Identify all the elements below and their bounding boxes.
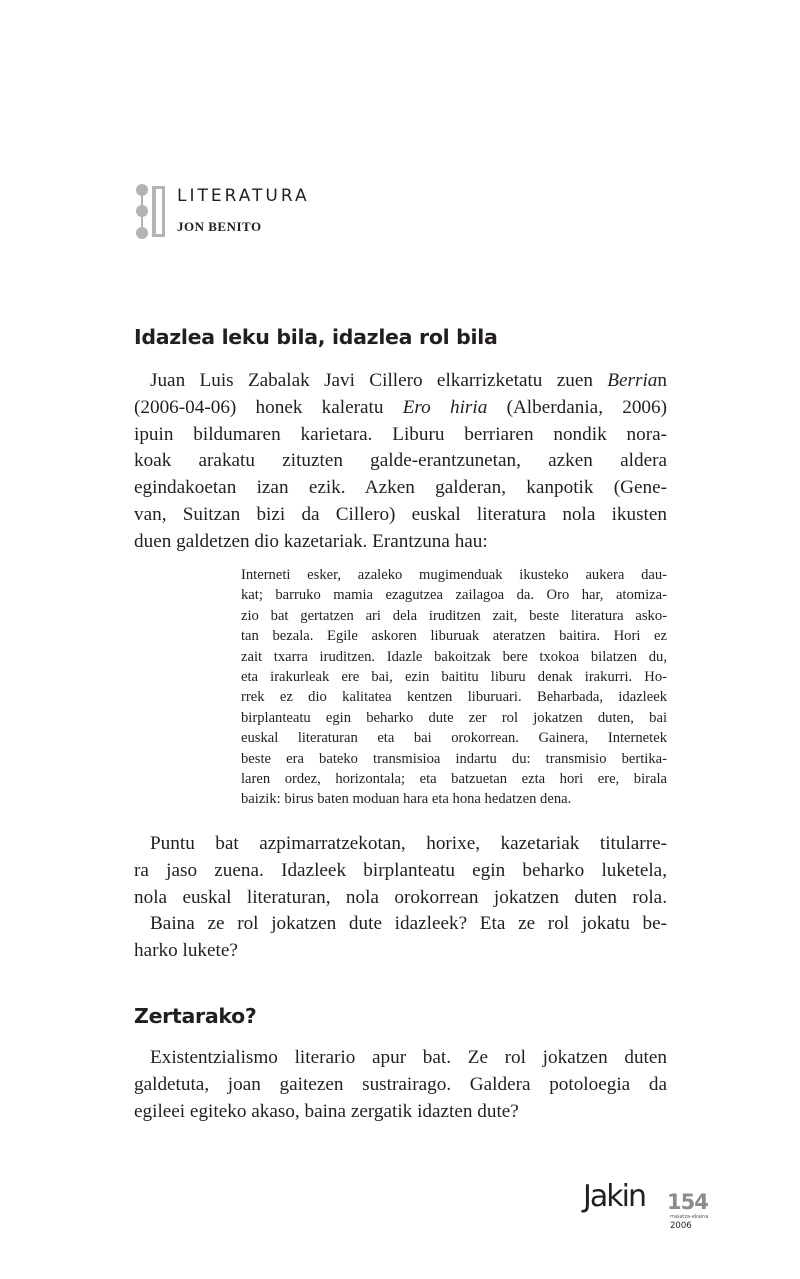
text-line: koak arakatu zituzten galde-erantzunetan, azken aldera — [134, 450, 667, 472]
quote-line: rrek ez dio kalitatea kentzen liburuari. Beharbada, idazleek — [241, 689, 667, 706]
paragraph-question — [134, 1045, 667, 1125]
quote-line: kat; barruko mamia ezagutzea zailagoa da. Oro har, atomiza- — [241, 587, 667, 604]
quote-line: beste era bateko transmisioa indartu du: transmisio bertika- — [241, 750, 667, 767]
text-line: egileei egiteko akaso, baina zergatik idazten dute? — [134, 1100, 519, 1122]
text-line: galdetuta, joan gaitezen sustrairago. Galdera potoloegia da — [134, 1073, 667, 1095]
section-heading: Zertarako? — [134, 1004, 257, 1028]
paragraph-comment — [134, 831, 667, 965]
quote-line: laren ordez, horizontala; eta batzuetan ezta hori ere, birala — [241, 771, 667, 788]
quote-line: euskal literaturan eta bai orokorrean. Gainera, Internetek — [241, 730, 667, 747]
magazine-logo — [583, 1180, 723, 1240]
text-line: Puntu bat azpimarratzekotan, horixe, kazetariak titularre- — [150, 833, 667, 854]
paragraph-intro — [134, 368, 667, 556]
text-line: Baina ze rol jokatzen dute idazleek? Eta ze rol jokatu be- — [150, 913, 667, 935]
magazine-name: Jakin — [583, 1179, 645, 1214]
text-line: ra jaso zuena. Idazleek birplanteatu egin beharko luketela, — [134, 859, 667, 881]
quote-line: baizik: birus baten moduan hara eta hona hedatzen dena. — [241, 791, 572, 808]
issue-months: maiatza-ekaina — [670, 1214, 709, 1220]
dots-ornament-icon — [136, 184, 148, 239]
article-heading: Idazlea leku bila, idazlea rol bila — [134, 325, 498, 349]
text-line: duen galdetzen dio kazetariak. Erantzuna hau: — [134, 530, 488, 552]
text-line: ipuin bildumaren karietara. Liburu berriaren nondik nora- — [134, 423, 667, 445]
text-line: Juan Luis Zabalak Javi Cillero elkarrizketatu zuen Berrian — [150, 370, 667, 391]
newspaper-title: Berria — [607, 370, 658, 391]
section-logo-icon — [136, 184, 166, 239]
quote-line: birplanteatu egin beharko dute zer rol jokatzen duten, bai — [241, 709, 667, 726]
book-title: Ero hiria — [402, 396, 488, 418]
text-line: egindakoetan izan ezik. Azken galderan, kanpotik (Gene- — [134, 477, 667, 499]
quote-line: Interneti esker, azaleko mugimenduak ikusteko aukera dau- — [241, 567, 667, 583]
text-line: van, Suitzan bizi da Cillero) euskal literatura nola ikusten — [134, 503, 667, 525]
bar-ornament-icon — [152, 186, 165, 237]
text-line: nola euskal literaturan, nola orokorrean jokatzen duten rola. — [134, 886, 667, 908]
section-title: LITERATURA — [177, 186, 310, 206]
text-line: harko lukete? — [134, 940, 238, 962]
text-line: (2006-04-06) honek kaleratu Ero hiria (Alberdania, 2006) — [134, 396, 667, 418]
quote-line: zio bat gertatzen ari dela iruditzen zait, beste literatura asko- — [241, 607, 667, 624]
text-line: Existentzialismo literario apur bat. Ze rol jokatzen duten — [150, 1047, 667, 1068]
quote-line: tan bezala. Egile askoren liburuak ateratzen baitira. Hori ez — [241, 628, 667, 645]
issue-year: 2006 — [670, 1221, 692, 1231]
quote-line: zait txarra iruditzen. Idazle bakoitzak bere txokoa bilatzen du, — [241, 648, 667, 665]
block-quote — [241, 565, 667, 810]
quote-line: eta irakurleak ere bai, ezin baititu liburu denak irakurri. Ho- — [241, 669, 667, 686]
author-name: JON BENITO — [177, 219, 262, 234]
issue-number: 154 — [667, 1190, 708, 1214]
